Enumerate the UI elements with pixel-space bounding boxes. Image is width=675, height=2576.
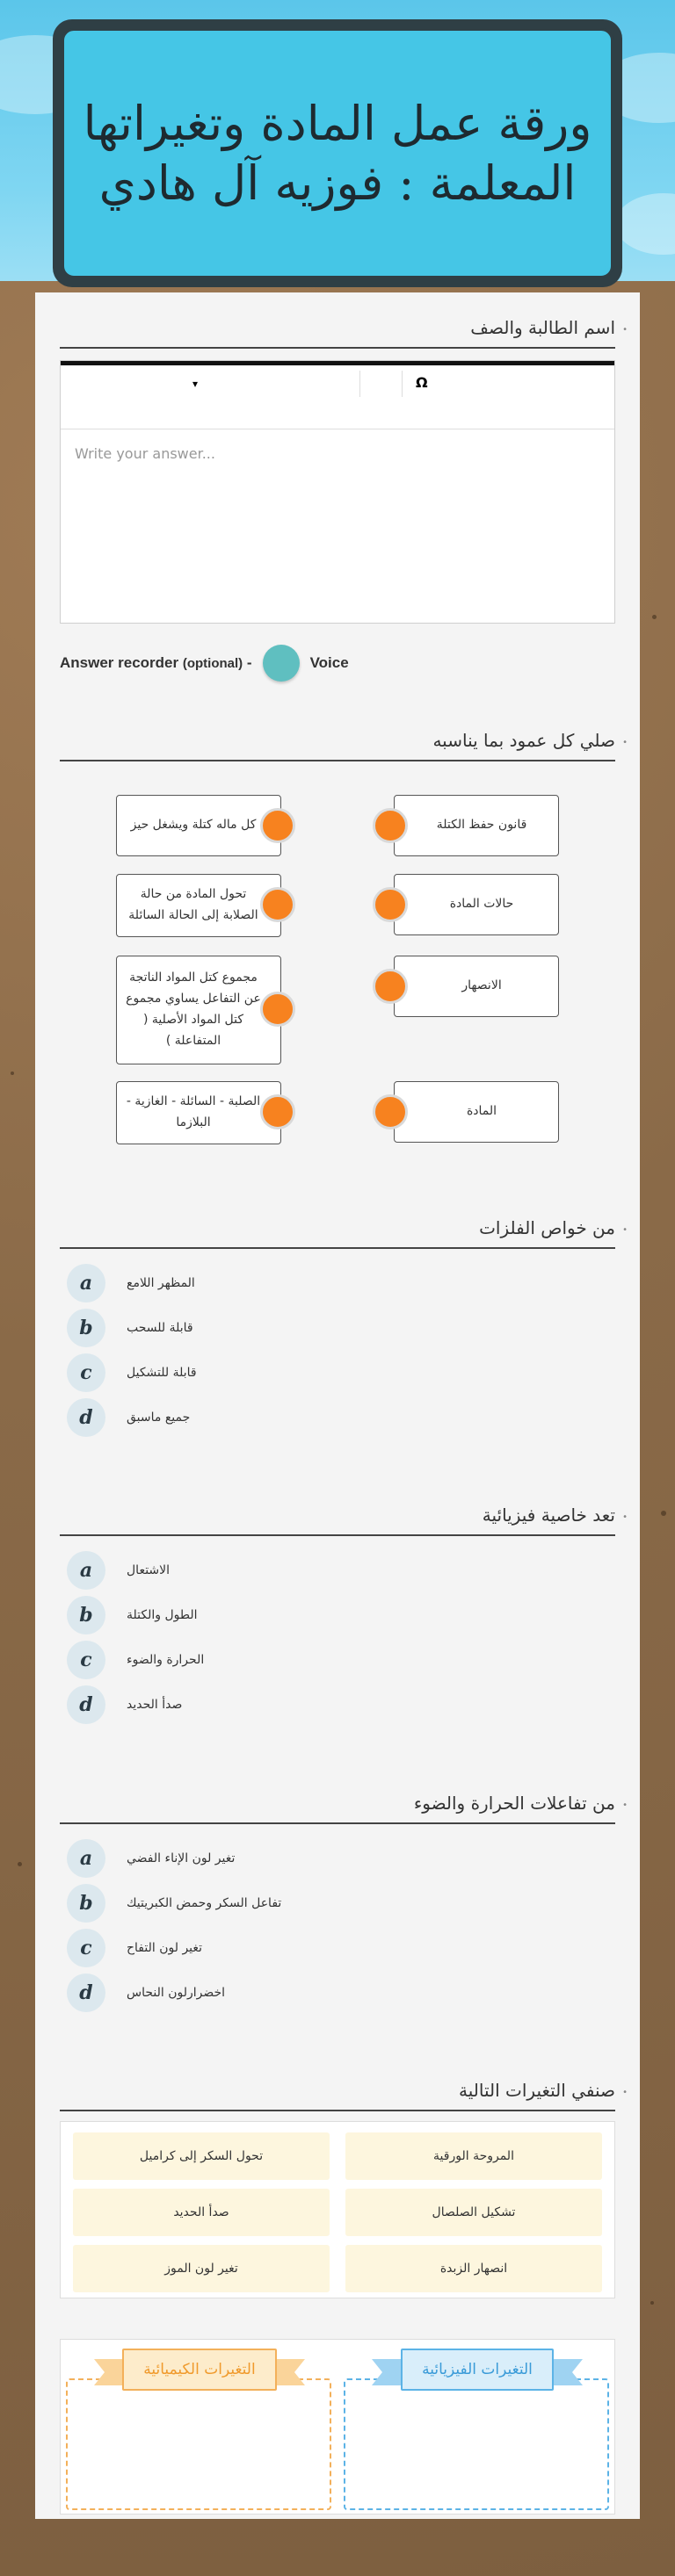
categorize-item-bank [60, 2121, 615, 2298]
match-left-item[interactable]: مجموع كتل المواد الناتجة عن التفاعل يساوي مجموع كتل المواد الأصلية ( المتفاعلة ) [116, 956, 281, 1064]
question-text: اسم الطالبة والصف [470, 317, 615, 338]
title-panel [62, 28, 613, 278]
question-heading [60, 1786, 628, 1824]
choice-option[interactable] [67, 1973, 225, 2012]
choice-option[interactable] [67, 1309, 193, 1347]
question-text: صلي كل عمود بما يناسبه [432, 730, 615, 751]
choice-letter: c [67, 1641, 105, 1679]
question-text: تعد خاصية فيزيائية [482, 1504, 615, 1526]
match-right-item[interactable]: قانون حفظ الكتلة [394, 795, 559, 856]
match-right-item[interactable]: الانصهار [394, 956, 559, 1017]
choice-letter: d [67, 1398, 105, 1437]
choice-option[interactable] [67, 1884, 281, 1923]
choice-option[interactable] [67, 1353, 197, 1392]
question-heading [60, 2073, 628, 2111]
recorder-dash: - [246, 654, 252, 671]
choice-letter: b [67, 1884, 105, 1923]
choice-text: صدأ الحديد [127, 1698, 183, 1712]
choice-option[interactable] [67, 1264, 195, 1302]
choice-text: الاشتعال [127, 1563, 171, 1577]
editor-toolbar [61, 361, 614, 429]
speck-decoration [18, 1862, 22, 1866]
choice-text: جميع ماسبق [127, 1411, 191, 1425]
speck-decoration [650, 2301, 654, 2305]
choice-letter: a [67, 1264, 105, 1302]
special-character-button[interactable]: Ω [416, 374, 428, 391]
speck-decoration [652, 615, 657, 619]
choice-text: اخضرارلون النحاس [127, 1986, 226, 2000]
chemical-changes-dropzone[interactable] [66, 2378, 331, 2510]
toolbar-divider [402, 371, 403, 397]
question-bullet: • [622, 1800, 628, 1810]
choice-option[interactable] [67, 1929, 202, 1967]
draggable-item[interactable]: تغير لون الموز [73, 2245, 330, 2292]
physical-changes-dropzone[interactable] [344, 2378, 609, 2510]
choice-letter: b [67, 1309, 105, 1347]
match-left-item[interactable]: تحول المادة من حالة الصلابة إلى الحالة السائلة [116, 874, 281, 937]
voice-label: Voice [309, 654, 349, 671]
choice-text: تغير لون الإناء الفضي [127, 1851, 236, 1865]
choice-option[interactable] [67, 1641, 204, 1679]
chemical-category-ribbon [120, 2350, 279, 2389]
question-bullet: • [622, 2088, 628, 2097]
recorder-label-text: Answer recorder [60, 654, 179, 671]
question-heading [60, 310, 628, 349]
choice-option[interactable] [67, 1685, 182, 1724]
question-bullet: • [622, 1512, 628, 1522]
draggable-item[interactable]: تشكيل الصلصال [345, 2189, 602, 2236]
categorize-drop-area [60, 2339, 615, 2515]
choice-option[interactable] [67, 1839, 235, 1878]
toolbar-divider [359, 371, 360, 397]
question-text: من تفاعلات الحرارة والضوء [413, 1793, 615, 1814]
worksheet-title-card [53, 19, 622, 287]
choice-text: قابلة للسحب [127, 1321, 193, 1335]
match-left-handle[interactable] [260, 992, 295, 1027]
format-dropdown[interactable]: ▾ [192, 378, 199, 390]
match-right-item[interactable]: المادة [394, 1081, 559, 1143]
match-right-handle[interactable] [373, 969, 408, 1004]
answer-recorder [60, 644, 349, 682]
choice-text: تغير لون التفاح [127, 1941, 203, 1955]
draggable-item[interactable]: انصهار الزبدة [345, 2245, 602, 2292]
question-heading [60, 723, 628, 761]
choice-letter: a [67, 1839, 105, 1878]
voice-record-button[interactable] [263, 645, 300, 682]
speck-decoration [661, 1511, 666, 1516]
choice-text: الحرارة والضوء [127, 1653, 205, 1667]
chemical-category-label: التغيرات الكيميائية [122, 2349, 276, 2391]
worksheet-paper [35, 292, 640, 2519]
question-bullet: • [622, 325, 628, 335]
question-text: من خواص الفلزات [479, 1217, 615, 1238]
choice-letter: a [67, 1551, 105, 1590]
teacher-name: المعلمة : فوزيه آل هادي [98, 155, 577, 211]
choice-option[interactable] [67, 1596, 198, 1634]
match-right-handle[interactable] [373, 808, 408, 843]
speck-decoration [11, 1072, 14, 1075]
choice-option[interactable] [67, 1398, 190, 1437]
draggable-item[interactable]: المروحة الورقية [345, 2132, 602, 2180]
match-left-handle[interactable] [260, 808, 295, 843]
choice-option[interactable] [67, 1551, 170, 1590]
match-right-item[interactable]: حالات المادة [394, 874, 559, 935]
match-left-handle[interactable] [260, 887, 295, 922]
recorder-optional-text: (optional) [182, 656, 243, 671]
question-heading [60, 1497, 628, 1536]
question-heading [60, 1210, 628, 1249]
worksheet-title: ورقة عمل المادة وتغيراتها [83, 96, 592, 151]
question-bullet: • [622, 738, 628, 747]
question-bullet: • [622, 1225, 628, 1235]
physical-category-label: التغيرات الفيزيائية [401, 2349, 554, 2391]
answer-editor [60, 360, 615, 624]
recorder-label [60, 654, 252, 672]
draggable-item[interactable]: صدأ الحديد [73, 2189, 330, 2236]
physical-category-ribbon [398, 2350, 556, 2389]
choice-letter: b [67, 1596, 105, 1634]
draggable-item[interactable]: تحول السكر إلى كراميل [73, 2132, 330, 2180]
question-text: صنفي التغيرات التالية [459, 2080, 615, 2101]
choice-text: تفاعل السكر وحمض الكبريتيك [127, 1896, 282, 1910]
choice-letter: d [67, 1973, 105, 2012]
answer-textarea[interactable]: Write your answer... [75, 445, 215, 462]
choice-text: الطول والكتلة [127, 1608, 198, 1622]
choice-letter: c [67, 1929, 105, 1967]
choice-text: المظهر اللامع [127, 1276, 195, 1290]
choice-letter: d [67, 1685, 105, 1724]
match-right-handle[interactable] [373, 1094, 408, 1129]
choice-text: قابلة للتشكيل [127, 1366, 197, 1380]
match-left-item[interactable]: الصلبة - السائلة - الغازية - البلازما [116, 1081, 281, 1144]
cloud-decoration [615, 193, 675, 255]
choice-letter: c [67, 1353, 105, 1392]
match-left-item[interactable]: كل ماله كتلة ويشغل حيز [116, 795, 281, 856]
match-right-handle[interactable] [373, 887, 408, 922]
match-left-handle[interactable] [260, 1094, 295, 1129]
